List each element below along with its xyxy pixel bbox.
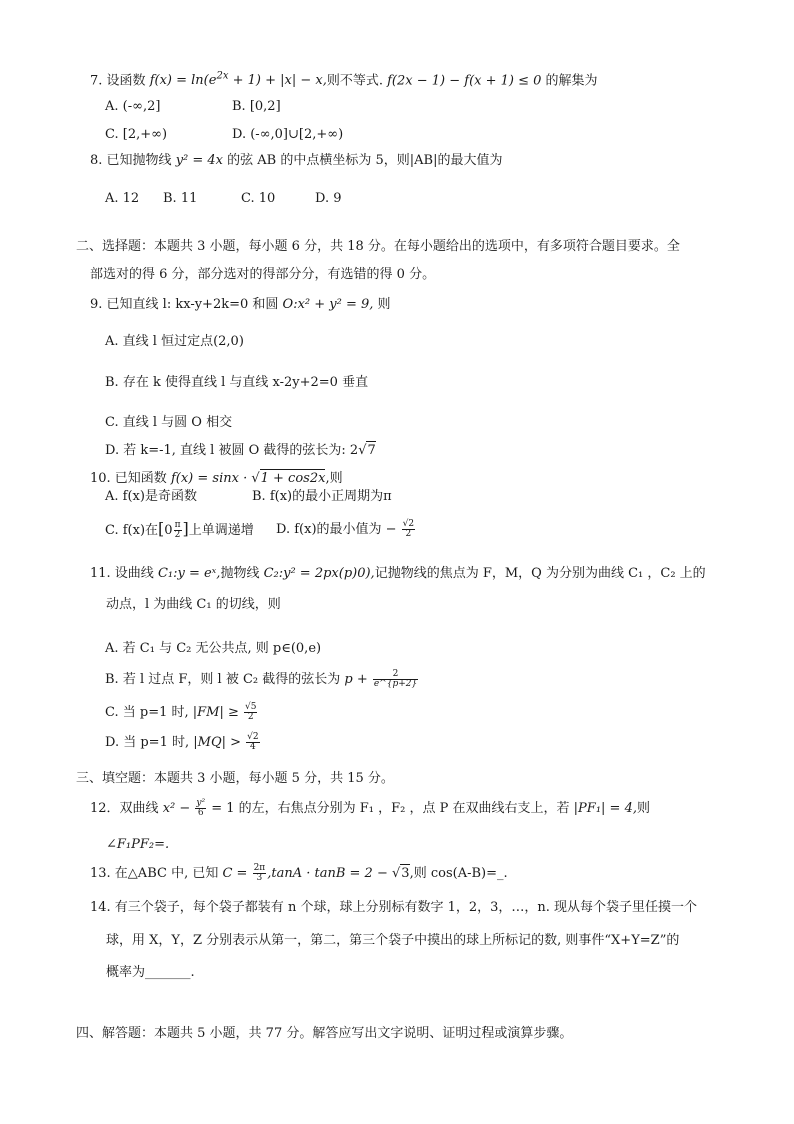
q8-option-a: A. 12 <box>105 191 140 206</box>
q11-option-b: B. 若 l 过点 F，则 l 被 C₂ 截得的弦长为 p + $\frac{2}{e\^{}\{p+2\}}$ <box>105 669 418 689</box>
q7-inequality: f(2x − 1) − f(x + 1) ≤ 0 <box>387 73 542 89</box>
q11-option-a: A. 若 C₁ 与 C₂ 无公共点, 则 p∈(0,e) <box>105 641 322 656</box>
q9-option-c: C. 直线 l 与圆 O 相交 <box>105 415 233 430</box>
q11-stem-line2: 动点，l 为曲线 C₁ 的切线，则 <box>106 597 281 612</box>
section3-title: 三、填空题：本题共 3 小题，每小题 5 分，共 15 分。 <box>76 771 394 786</box>
section4-title: 四、解答题：本题共 5 小题，共 77 分。解答应写出文字说明、证明过程或演算步骤。 <box>76 1026 573 1041</box>
q8-stem: 8. 已知抛物线 y² = 4x 的弦 AB 的中点横坐标为 5，则|AB|的最大值为 <box>90 153 503 168</box>
q13-stem: 13. 在△ABC 中, 已知 C = $\frac{2\pi}{3}$ ,tanA · tanB = 2 − √3,则 cos(A-B)=_. <box>90 863 508 883</box>
q8-option-b: B. 11 <box>163 191 198 206</box>
q9-option-d: D. 若 k=-1, 直线 l 被圆 O 截得的弦长为: 2√7 <box>105 443 376 458</box>
q14-line1: 14. 有三个袋子，每个袋子都装有 n 个球，球上分别标有数字 1，2，3，…，n. 现从每个袋子里任摸一个 <box>90 900 698 915</box>
q9-option-b: B. 存在 k 使得直线 l 与直线 x-2y+2=0 垂直 <box>105 375 369 390</box>
q11-stem-line1: 11. 设曲线 C₁:y = eˣ,抛物线 C₂:y² = 2px(p)0),记抛物线的焦点为 F，M，Q 为分别为曲线 C₁ ，C₂ 上的 <box>90 566 706 581</box>
section2-instructions-line1: 二、选择题：本题共 3 小题，每小题 6 分，共 18 分。在每小题给出的选项中，有多项符合题目要求。全 <box>76 239 680 254</box>
q10-option-b: B. f(x)的最小正周期为π <box>252 489 392 504</box>
q11-option-d: D. 当 p=1 时, |MQ| > $\frac{√2}{4}$ <box>105 732 259 752</box>
q7-stem: 7. 设函数 $f(x) = \ln(e^{2x} + 1) + |x| - x$,则不等式. f(2x − 1) − f(x + 1) ≤ 0 的解集为 <box>90 71 598 89</box>
q7-function: $f(x) = \ln(e^{2x} + 1) + |x| - x$, <box>149 71 327 89</box>
q10-option-a: A. f(x)是奇函数 <box>105 489 197 504</box>
q12-stem-line2: ∠F₁PF₂=. <box>106 837 170 852</box>
q14-line2: 球，用 X，Y，Z 分别表示从第一，第二，第三个袋子中摸出的球上所标记的数, 则事件“X+Y=Z”的 <box>106 933 680 948</box>
q10-option-c: C. f(x)在[0 $\frac{\pi}{2}$ ]上单调递增 <box>105 519 254 540</box>
q8-option-d: D. 9 <box>315 191 342 206</box>
q12-stem-line1: 12．双曲线 x² − $\frac{\text{y²}}{6}$ = 1 的左，右焦点分别为 F₁ ，F₂ ，点 P 在双曲线右支上，若 |PF₁| = 4,则 <box>90 798 650 818</box>
q9-option-a: A. 直线 l 恒过定点(2,0) <box>105 334 244 349</box>
q7-option-c: C. [2,+∞) <box>105 127 168 142</box>
q7-option-b: B. [0,2] <box>232 99 281 114</box>
q9-stem: 9. 已知直线 l: kx-y+2k=0 和圆 O:x² + y² = 9, 则 <box>90 297 391 312</box>
q11-option-c: C. 当 p=1 时, |FM| ≥ $\frac{√5}{2}$ <box>105 702 257 722</box>
q10-stem: 10. 已知函数 f(x) = sinx · √1 + cos2x,则 <box>90 471 343 486</box>
section2-instructions-line2: 部选对的得 6 分，部分选对的得部分分，有选错的得 0 分。 <box>90 267 436 282</box>
q8-option-c: C. 10 <box>241 191 276 206</box>
q14-line3: 概率为_______. <box>106 965 195 980</box>
q7-option-a: A. (-∞,2] <box>105 99 161 114</box>
q7-option-d: D. (-∞,0]∪[2,+∞) <box>232 127 344 142</box>
q10-option-d: D. f(x)的最小值为 − $\frac{√2}{2}$ <box>276 519 415 539</box>
